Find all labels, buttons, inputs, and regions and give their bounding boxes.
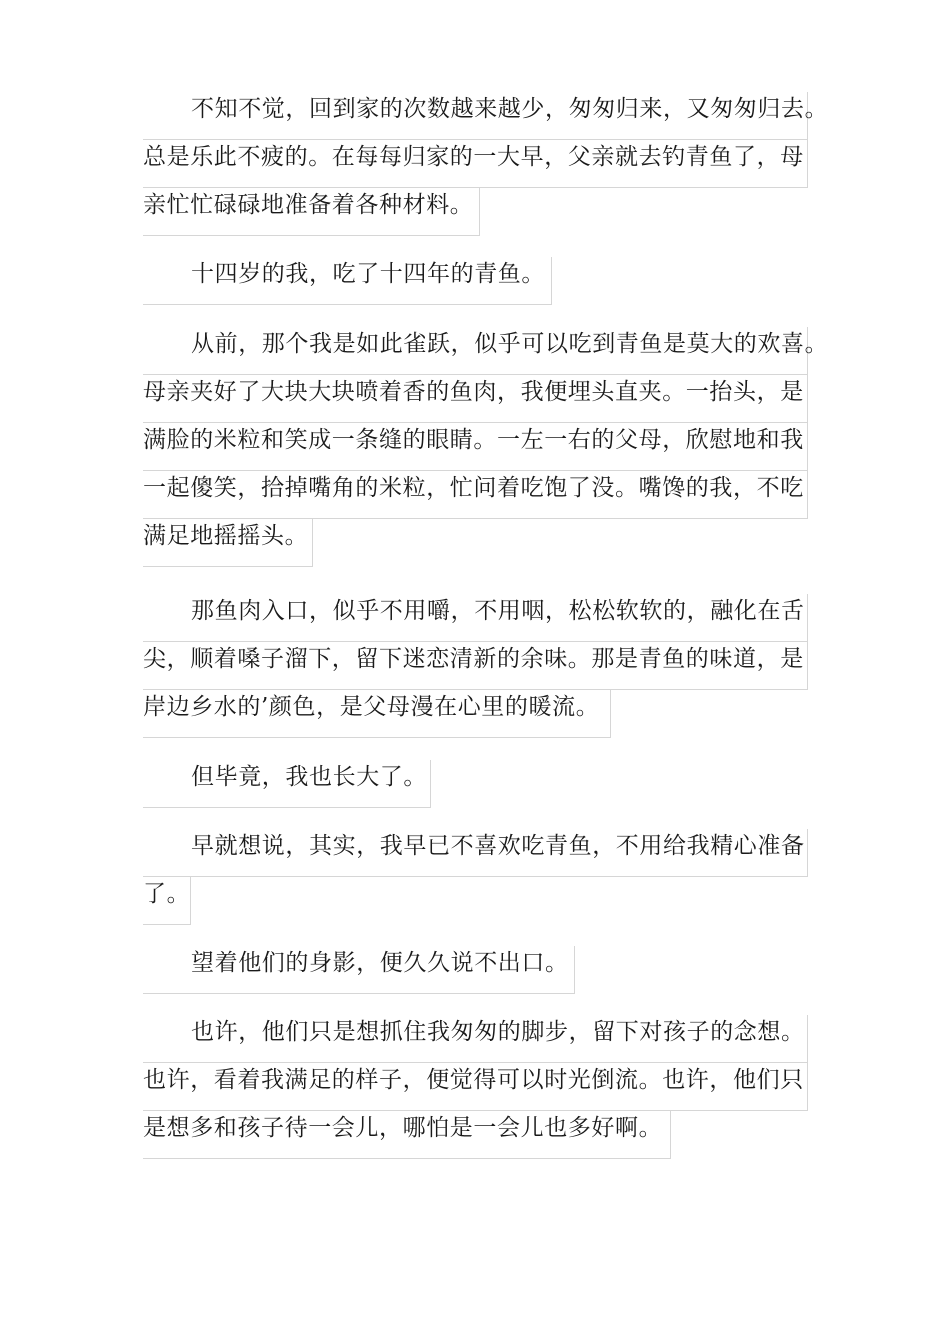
text-line-content: 满足地摇摇头。	[143, 523, 309, 549]
text-line	[143, 519, 313, 567]
text-line-content: 早就想说，其实，我早已不喜欢吃青鱼，不用给我精心准备	[191, 833, 805, 859]
text-line-content: 望着他们的身影，便久久说不出口。	[191, 950, 569, 976]
paragraph-4	[143, 594, 808, 738]
text-line-content: 但毕竟，我也长大了。	[191, 764, 427, 790]
text-line	[143, 327, 829, 375]
text-line-content: 也许，他们只是想抓住我匆匆的脚步，留下对孩子的念想。	[191, 1019, 805, 1045]
text-line	[143, 1111, 671, 1159]
text-line	[143, 188, 480, 236]
paragraph-2	[143, 257, 552, 305]
text-line	[143, 257, 552, 305]
text-line	[143, 829, 808, 877]
text-line-content: 亲忙忙碌碌地准备着各种材料。	[143, 192, 474, 218]
text-line	[143, 1063, 808, 1111]
text-line	[143, 690, 611, 738]
text-line-content: 了。	[143, 881, 191, 907]
text-line-content: 岸边乡水的’颜色，是父母漫在心里的暖流。	[143, 694, 600, 720]
text-line-content: 是想多和孩子待一会儿，哪怕是一会儿也多好啊。	[143, 1115, 663, 1141]
text-line-content: 母亲夹好了大块大块喷着香的鱼肉，我便埋头直夹。一抬头，是	[143, 379, 804, 405]
text-line-content: 也许，看着我满足的样子，便觉得可以时光倒流。也许，他们只	[143, 1067, 804, 1093]
text-line	[143, 760, 431, 808]
paragraph-8	[143, 1015, 808, 1159]
text-line-content: 那鱼肉入口，似乎不用嚼，不用咽，松松软软的，融化在舌	[191, 598, 805, 624]
paragraph-7	[143, 946, 575, 994]
text-line	[143, 140, 808, 188]
text-line-content: 从前，那个我是如此雀跃，似乎可以吃到青鱼是莫大的欢喜。	[191, 331, 829, 357]
text-line	[143, 423, 808, 471]
paragraph-1	[143, 92, 829, 236]
text-line-content: 总是乐此不疲的。在每每归家的一大早，父亲就去钓青鱼了，母	[143, 144, 804, 170]
text-line	[143, 92, 829, 140]
text-line-content: 满脸的米粒和笑成一条缝的眼睛。一左一右的父母，欣慰地和我	[143, 427, 804, 453]
text-line	[143, 877, 191, 925]
text-line	[143, 471, 808, 519]
text-line-content: 不知不觉，回到家的次数越来越少，匆匆归来，又匆匆归去。	[191, 96, 829, 122]
text-line	[143, 1015, 808, 1063]
paragraph-6	[143, 829, 808, 925]
text-line	[143, 642, 808, 690]
text-line	[143, 375, 808, 423]
text-line	[143, 946, 575, 994]
text-line-content: 十四岁的我，吃了十四年的青鱼。	[191, 261, 545, 287]
paragraph-3	[143, 327, 829, 567]
text-line	[143, 594, 808, 642]
text-line-content: 尖，顺着嗓子溜下，留下迷恋清新的余味。那是青鱼的味道，是	[143, 646, 804, 672]
text-line-content: 一起傻笑，拾掉嘴角的米粒，忙问着吃饱了没。嘴馋的我，不吃	[143, 475, 804, 501]
paragraph-5	[143, 760, 431, 808]
